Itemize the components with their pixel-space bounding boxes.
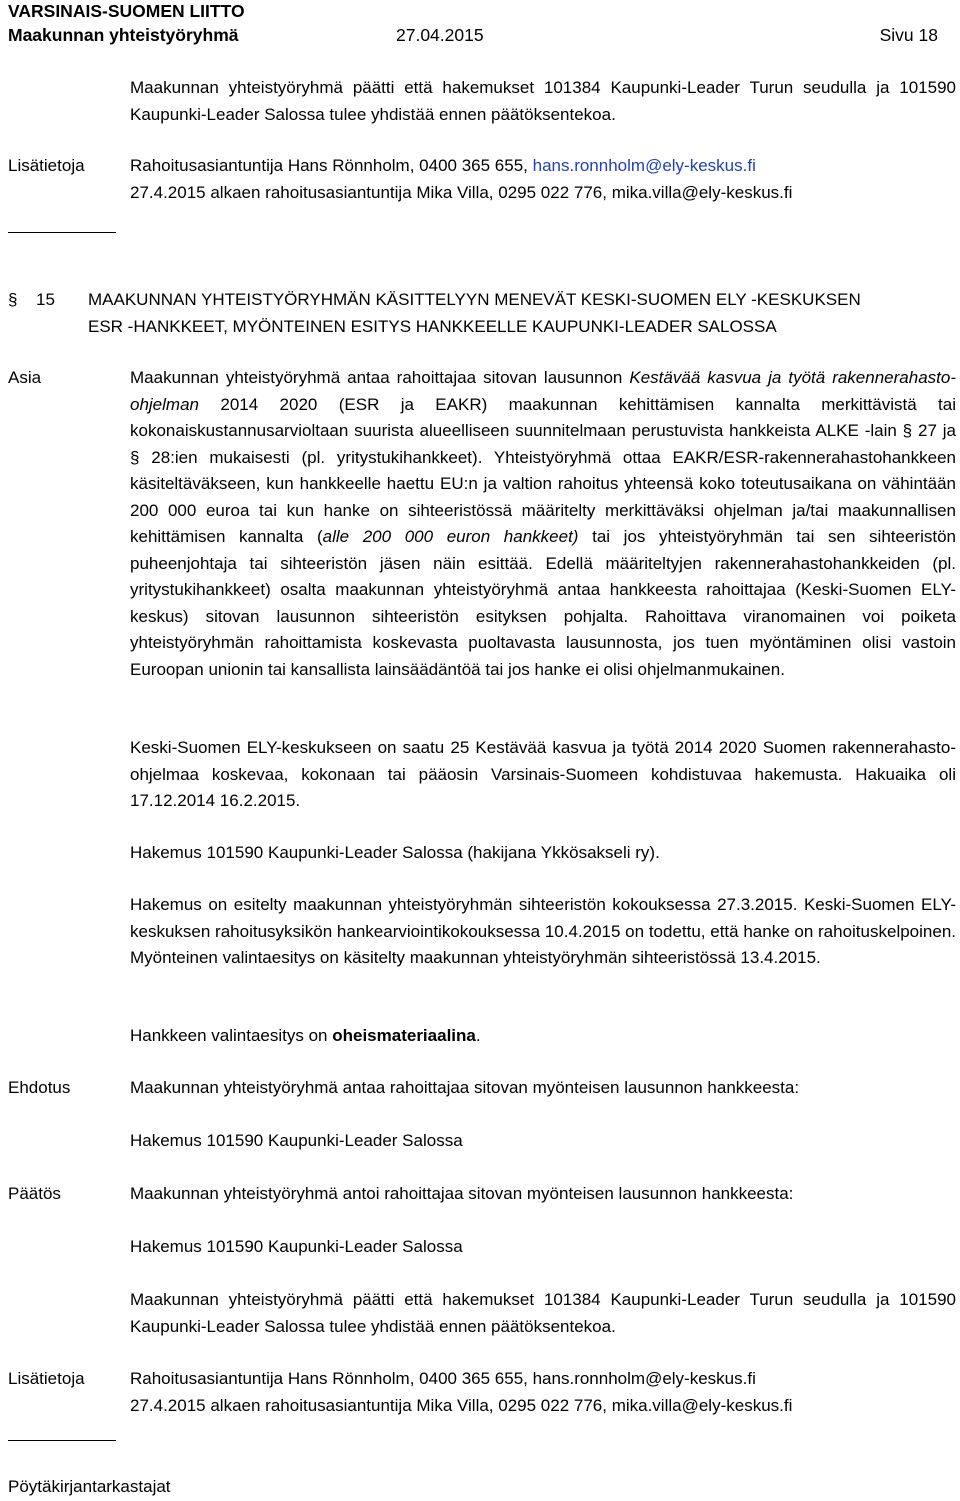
asia-paragraph-5 <box>130 1023 956 1050</box>
paatos-extra: Maakunnan yhteistyöryhmä päätti että hakemukset 101384 Kaupunki-Leader Turun seudulla ja 101590 Kaupunki-Leader Salossa tulee yhdistää ennen päätöksentekoa. <box>130 1290 956 1336</box>
paatos-label: Päätös <box>8 1184 61 1203</box>
asia-p1-text-c: tai jos yhteistyöryhmän tai sen sihteeristön puheenjohtaja tai sihteeristön jäsen näin esittää. Edellä määriteltyjen rakennerahastohankkeiden (pl. yritystukihankkeet) osalta maakunnan yhteistyöryhmä antaa hankkeesta rahoittajaa (Keski-Suomen ELY-keskus) sitovan lausunnon sihteeristön esityksen pohjalta. Rahoittava viranomainen voi poiketa yhteistyöryhmän rahoittamista koskevasta puoltavasta lausunnosta, jos tuen myöntäminen olisi vastoin Euroopan unionin tai kansallista lainsäädäntöä tai jos hanke ei olisi ohjelmanmukainen. <box>130 527 956 679</box>
section-title-line2: ESR -HANKKEET, MYÖNTEINEN ESITYS HANKKEELLE KAUPUNKI-LEADER SALOSSA <box>88 316 777 336</box>
section-number: 15 <box>36 290 55 309</box>
body-name: Maakunnan yhteistyöryhmä <box>8 25 239 45</box>
asia-p1-text-a: Maakunnan yhteistyöryhmä antaa rahoittajaa sitovan lausunnon <box>130 368 630 387</box>
email-link[interactable]: hans.ronnholm@ely-keskus.fi <box>532 156 756 175</box>
paatos-text: Maakunnan yhteistyöryhmä antoi rahoittajaa sitovan myönteisen lausunnon hankkeesta: <box>130 1184 794 1203</box>
divider <box>8 232 116 233</box>
asia-paragraph-1 <box>130 365 956 683</box>
info-label: Lisätietoja <box>8 156 85 175</box>
document-date: 27.04.2015 <box>396 25 484 45</box>
ehdotus-label: Ehdotus <box>8 1078 71 1097</box>
asia-p1-text-b: 2014 2020 (ESR ja EAKR) maakunnan kehittämisen kannalta merkittävistä tai kokonaiskustannusarvioltaan suurista alueelliseen suunnitelmaan perustuvista hankkeista ALKE -lain § 27 ja § 28:ien mukaisesti (pl. yritystukihankkeet). Yhteistyöryhmä ottaa EAKR/ESR-rakennerahastohankkeen käsiteltäväkseen, kun hankkeelle haettu EU:n ja valtion rahoitus yhteensä koko toteutusaikana on vähintään 200 000 euroa tai kun hanke on sihteeristössä määritelty merkittäväksi ohjelman ja/tai maakunnallisen kehittämisen kannalta ( <box>130 394 956 546</box>
info-contact-text: Rahoitusasiantuntija Hans Rönnholm, 0400 365 655, <box>130 156 533 175</box>
info-contact <box>130 153 956 206</box>
ehdotus-text: Maakunnan yhteistyöryhmä antaa rahoittajaa sitovan myönteisen lausunnon hankkeesta: <box>130 1078 800 1097</box>
header-line <box>8 24 938 46</box>
page-number: Sivu 18 <box>879 25 938 45</box>
asia-paragraph-3: Hakemus 101590 Kaupunki-Leader Salossa (hakijana Ykkösakseli ry). <box>130 843 660 862</box>
bottom-info-line1: Rahoitusasiantuntija Hans Rönnholm, 0400 365 655, hans.ronnholm@ely-keskus.fi <box>130 1369 756 1388</box>
section-title-line1: MAAKUNNAN YHTEISTYÖRYHMÄN KÄSITTELYYN MENEVÄT KESKI-SUOMEN ELY -KESKUKSEN <box>88 290 861 309</box>
info-contact-line2: 27.4.2015 alkaen rahoitusasiantuntija Mika Villa, 0295 022 776, mika.villa@ely-keskus.fi <box>130 182 793 202</box>
asia-p5-text: Hankkeen valintaesitys on <box>130 1026 333 1045</box>
attachment-reference: oheismateriaalina <box>332 1026 476 1045</box>
footer-label: Pöytäkirjantarkastajat <box>8 1477 171 1496</box>
asia-paragraph-2: Keski-Suomen ELY-keskukseen on saatu 25 Kestävää kasvua ja työtä 2014 2020 Suomen rakennerahasto-ohjelmaa koskevaa, kokonaan tai pääosin Varsinais-Suomeen kohdistuvaa hakemusta. Hakuaika oli 17.12.2014 16.2.2015. <box>130 738 956 810</box>
section-mark: § <box>8 290 18 309</box>
bottom-info-line2: 27.4.2015 alkaen rahoitusasiantuntija Mika Villa, 0295 022 776, mika.villa@ely-keskus.fi <box>130 1395 793 1415</box>
ehdotus-item: Hakemus 101590 Kaupunki-Leader Salossa <box>130 1131 463 1150</box>
intro-paragraph: Maakunnan yhteistyöryhmä päätti että hakemukset 101384 Kaupunki-Leader Turun seudulla ja 101590 Kaupunki-Leader Salossa tulee yhdistää ennen päätöksentekoa. <box>130 78 956 124</box>
asia-label: Asia <box>8 368 42 387</box>
bottom-divider <box>8 1440 116 1441</box>
threshold-note: alle 200 000 euron hankkeet) <box>322 527 579 546</box>
paatos-item: Hakemus 101590 Kaupunki-Leader Salossa <box>130 1237 463 1256</box>
bottom-info-label: Lisätietoja <box>8 1369 85 1388</box>
asia-p5-end: . <box>475 1026 481 1045</box>
program-name: Kestävää kasvua ja työtä rakennerahasto-ohjelman <box>130 368 956 414</box>
asia-paragraph-4: Hakemus on esitelty maakunnan yhteistyöryhmän sihteeristön kokouksessa 27.3.2015. Keski-Suomen ELY-keskuksen rahoitusyksikön hankearviointikokouksessa 10.4.2015 on todettu, että hanke on rahoituskelpoinen. Myönteinen valintaesitys on käsitelty maakunnan yhteistyöryhmän sihteeristössä 13.4.2015. <box>130 895 956 967</box>
organization-name: VARSINAIS-SUOMEN LIITTO <box>8 1 245 21</box>
section-title <box>88 287 948 340</box>
bottom-info-contact <box>130 1366 956 1419</box>
